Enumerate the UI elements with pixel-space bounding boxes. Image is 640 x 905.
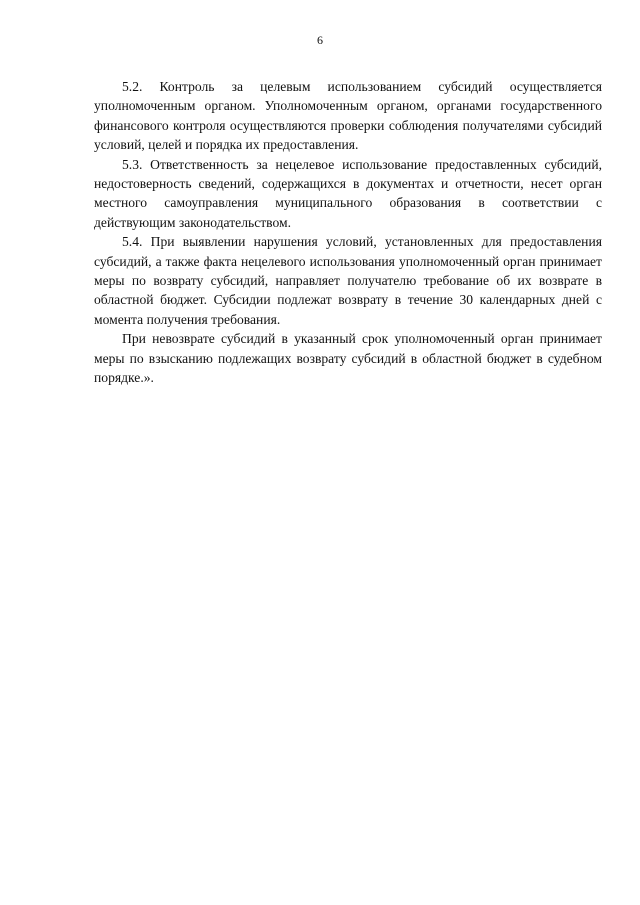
paragraph-5-3: 5.3. Ответственность за нецелевое использование предоставленных субсидий, недостоверность сведений, содержащихся в документах и отчетности, несет орган местного самоуправления муниципального образования в соответствии с действующим законодательством.: [94, 156, 602, 230]
paragraph-5-2: 5.2. Контроль за целевым использованием субсидий осуществляется уполномоченным органом. Уполномоченным органом, органами государственного финансового контроля осуществляются проверки соблюдения получателями субсидий условий, целей и порядка их предоставления.: [94, 79, 602, 153]
document-body: [94, 77, 602, 388]
paragraph-non-return: При невозврате субсидий в указанный срок уполномоченный орган принимает меры по взысканию подлежащих возврату субсидий в областной бюджет в судебном порядке.».: [94, 331, 602, 386]
page-number: 6: [317, 33, 323, 47]
paragraph-5-4: 5.4. При выявлении нарушения условий, установленных для предоставления субсидий, а также факта нецелевого использования уполномоченный орган принимает меры по возврату субсидий, направляет получателю требование об их возврате в областной бюджет. Субсидии подлежат возврату в течение 30 календарных дней с момента получения требования.: [94, 234, 602, 327]
